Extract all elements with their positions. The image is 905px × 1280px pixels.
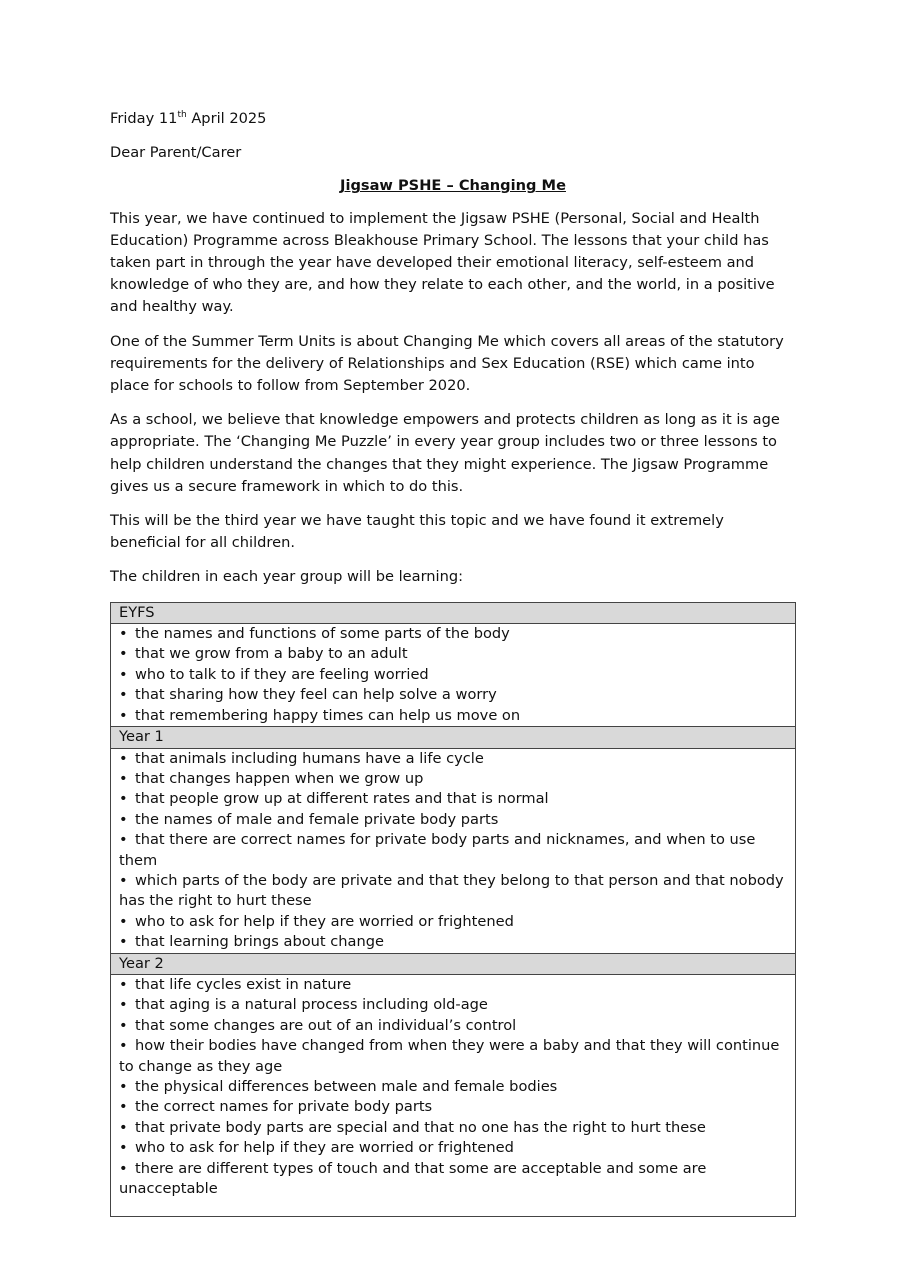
year-group-heading: Year 2 (111, 953, 796, 974)
learning-list-item (119, 995, 787, 1015)
learning-item-text: that changes happen when we grow up (135, 769, 424, 787)
bullet-icon: • (119, 769, 128, 787)
paragraph-school-belief: As a school, we believe that knowledge empowers and protects children as long as it is age appropriate. The ‘Changing Me Puzzle’ in every year group includes two or three lessons to help children understand the changes that they might experience. The Jigsaw Programme gives us a secure framework in which to do this. (110, 411, 780, 495)
bullet-icon: • (119, 1016, 128, 1034)
bullet-icon: • (119, 975, 128, 993)
learning-list-item (119, 830, 787, 871)
learning-item-text: that learning brings about change (135, 933, 384, 951)
learning-table (110, 602, 796, 1218)
year-group-heading: Year 1 (111, 727, 796, 748)
bullet-icon: • (119, 1139, 128, 1157)
learning-item-text: that people grow up at different rates and that is normal (135, 790, 549, 808)
learning-list-item (119, 1159, 787, 1200)
bullet-icon: • (119, 1037, 128, 1055)
bullet-icon: • (119, 1098, 128, 1116)
bullet-icon: • (119, 665, 128, 683)
learning-list-item (119, 810, 787, 830)
year-group-heading-row (111, 727, 796, 748)
year-group-items-row (111, 748, 796, 953)
learning-list (119, 624, 787, 726)
year-group-items (111, 748, 796, 953)
letter-date (110, 108, 796, 130)
learning-item-text: the names and functions of some parts of the body (135, 625, 510, 643)
year-group-heading: EYFS (111, 602, 796, 623)
learning-item-text: that aging is a natural process including old-age (135, 996, 488, 1014)
bullet-icon: • (119, 686, 128, 704)
date-ordinal: th (177, 110, 187, 121)
table-intro: The children in each year group will be learning: (110, 568, 464, 586)
learning-list-item (119, 1077, 787, 1097)
bullet-icon: • (119, 645, 128, 663)
letter-title: Jigsaw PSHE – Changing Me (340, 177, 566, 195)
learning-list-item (119, 1036, 787, 1077)
learning-item-text: that some changes are out of an individual’s control (135, 1016, 517, 1034)
learning-item-text: who to ask for help if they are worried or frightened (135, 1139, 514, 1157)
learning-list (119, 975, 787, 1199)
learning-item-text: who to talk to if they are feeling worried (135, 665, 429, 683)
year-group-items-row (111, 624, 796, 727)
bullet-icon: • (119, 871, 128, 889)
bullet-icon: • (119, 790, 128, 808)
learning-list-item (119, 706, 787, 726)
bullet-icon: • (119, 933, 128, 951)
year-group-heading-row (111, 602, 796, 623)
bullet-icon: • (119, 706, 128, 724)
learning-list-item (119, 665, 787, 685)
learning-item-text: the correct names for private body parts (135, 1098, 433, 1116)
learning-list-item (119, 1138, 787, 1158)
bullet-icon: • (119, 1078, 128, 1095)
date-prefix: Friday 11 (110, 110, 178, 127)
year-group-items-row (111, 974, 796, 1216)
bullet-icon: • (119, 1159, 128, 1177)
learning-table-body (111, 602, 796, 1217)
learning-item-text: who to ask for help if they are worried or frightened (135, 912, 514, 930)
learning-list-item (119, 912, 787, 932)
learning-list (119, 749, 787, 953)
learning-item-text: that there are correct names for private body parts and nicknames, and when to use them (119, 831, 756, 869)
year-group-items (111, 974, 796, 1216)
learning-list-item (119, 624, 787, 644)
learning-list-item (119, 975, 787, 995)
bullet-icon: • (119, 625, 128, 643)
learning-item-text: that sharing how they feel can help solve a worry (135, 686, 497, 704)
learning-item-text: which parts of the body are private and that they belong to that person and that nobody has the right to hurt these (119, 871, 784, 910)
paragraph-summer-unit: One of the Summer Term Units is about Changing Me which covers all areas of the statutory requirements for the delivery of Relationships and Sex Education (RSE) which came into place for schools to follow from September 2020. (110, 332, 784, 395)
learning-list-item (119, 685, 787, 705)
learning-list-item (119, 1097, 787, 1117)
learning-item-text: that life cycles exist in nature (135, 975, 352, 993)
letter-body (110, 108, 796, 1217)
learning-list-item (119, 871, 787, 912)
learning-list-item (119, 769, 787, 789)
paragraph-third-year: This will be the third year we have taught this topic and we have found it extremely beneficial for all children. (110, 512, 724, 552)
learning-item-text: that we grow from a baby to an adult (135, 645, 408, 663)
bullet-icon: • (119, 831, 128, 849)
learning-item-text: the physical differences between male and female bodies (135, 1078, 558, 1095)
learning-list-item (119, 749, 787, 769)
learning-list-item (119, 789, 787, 809)
learning-item-text: that animals including humans have a life cycle (135, 749, 484, 767)
learning-list-item (119, 1016, 787, 1036)
learning-item-text: the names of male and female private body parts (135, 810, 499, 828)
bullet-icon: • (119, 912, 128, 930)
learning-list-item (119, 644, 787, 664)
bullet-icon: • (119, 1118, 128, 1136)
learning-list-item (119, 1118, 787, 1138)
bullet-icon: • (119, 810, 128, 828)
salutation: Dear Parent/Carer (110, 144, 242, 162)
learning-item-text: that private body parts are special and that no one has the right to hurt these (135, 1118, 706, 1136)
learning-list-item (119, 932, 787, 952)
bullet-icon: • (119, 749, 128, 767)
year-group-heading-row (111, 953, 796, 974)
learning-item-text: that remembering happy times can help us move on (135, 706, 521, 724)
learning-item-text: how their bodies have changed from when they were a baby and that they will continue to change as they age (119, 1037, 780, 1075)
bullet-icon: • (119, 996, 128, 1014)
year-group-items (111, 624, 796, 727)
date-suffix: April 2025 (186, 110, 267, 127)
paragraph-intro: This year, we have continued to implement the Jigsaw PSHE (Personal, Social and Health Education) Programme across Bleakhouse Primary School. The lessons that your child has taken part in through the year have developed their emotional literacy, self-esteem and knowledge of who they are, and how they relate to each other, and the world, in a positive and healthy way. (110, 209, 775, 316)
learning-item-text: there are different types of touch and that some are acceptable and some are unacceptable (119, 1159, 707, 1198)
